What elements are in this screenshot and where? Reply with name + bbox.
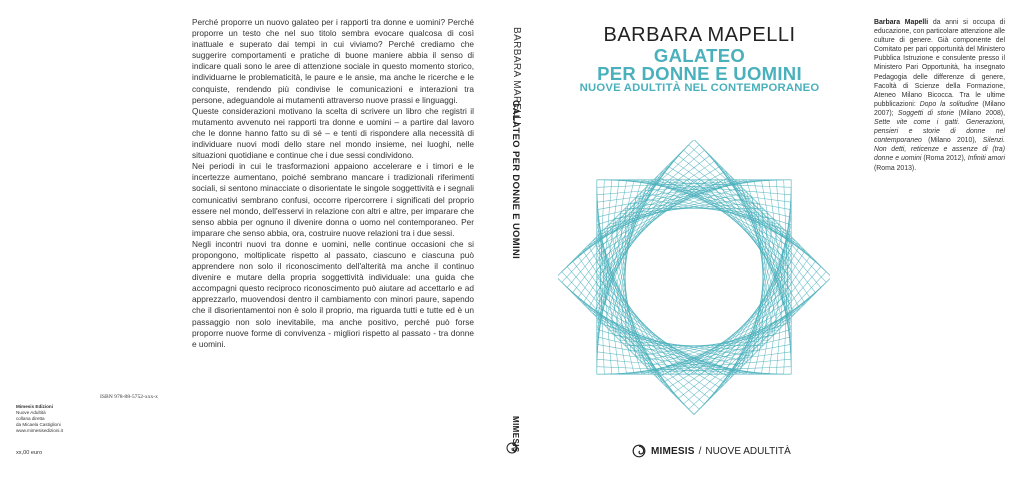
cover-title-line-1: GALATEO [653,45,746,66]
cover-brand [632,443,791,459]
blurb-paragraph: Negli incontri nuovi tra donne e uomini, nelle continue occasioni che si propongono, moltiplicate rispetto al passato, ciascuno e ciascuna può apprendere non solo il riconoscimento dell'alterità ma anche il continuo divenire e mutare della propria soggettività individuale: una guida che accompagni questo reciproco riconoscimento può aiutare ad accettarlo e ad apprezzarlo, muovendosi dentro il cambiamento con minori paure, sapendo che il disorientamentoi non è solo il proprio, ma riguarda tutti e tutte ed è un passaggio non solo inevitabile, ma anche positivo, perché può forse proporre nuove forme di convivenza - migliori rispetto al passato - tra donne e uomini. [192,238,474,349]
cover-title-line-2: PER DONNE E UOMINI [597,63,802,84]
cover-author: BARBARA MAPELLI [603,24,796,46]
bio-work-title: Dopo la solitudine [919,100,979,108]
bio-author-name: Barbara Mapelli [874,19,929,26]
back-cover-blurb [192,17,474,350]
cover-subtitle: NUOVE ADULTITÀ NEL CONTEMPORANEO [579,82,820,94]
bio-work-title: Silenzi. Non detti, reticenze e assenze di (tra) donne e uomini [874,137,1005,163]
publisher-imprint [16,404,63,434]
bio-work-title: Soggetti di storie [897,109,955,117]
isbn-label: ISBN 978-88-5752-xxx-x [100,394,158,400]
brand-separator: / [698,445,702,457]
publisher-name: Mimesis Edizioni [16,404,54,409]
blurb-paragraph: Queste considerazioni motivano la scelta di scrivere un libro che registri il mutamento avvenuto nei rapporti tra donne e uomini – a partire dal lavoro che le donne hanno fatto su di sé – e tenti di rispondere alla necessità di individuare nuovi modi dello stare nel mondo insieme, nei luoghi, nelle situazioni quotidiane e continue che i due sessi condividono. [192,105,474,161]
series-direction: collana diretta [16,416,45,421]
spine-title: GALATEO PER DONNE E UOMINI [511,100,522,260]
blurb-paragraph: Perché proporre un nuovo galateo per i rapporti tra donne e uomini? Perché proporre un testo che nel suo titolo sembra evocare qualcosa di così inattuale e superato dai tempi in cui viviamo? Perché crediamo che suggerire comportamenti e pratiche di buone maniere abbia il senso di indicare quali sono le aree di attenzione sociale in questo momento storico, individuarne le problematicità, le paure e le ansie, ma anche le ricerche e le conquiste, rendendo più condivise le comunicazioni e interazioni tra persone, adeguandole ai mutamenti attraverso nuove prassi e linguaggi. [192,17,474,105]
bio-text: da anni si occupa di educazione, con particolare attenzione alle culture di genere. Già componente del Comitato per pari opportunità del Ministero Pubblica Istruzione e consulente presso il Ministero Pari Opportunità, ha insegnato Pedagogia delle differenze di genere, Facoltà di Scienze della Formazione, Ateneo Milano Bicocca. Tra le ultime pubblicazioni: [874,19,1005,108]
series-director: da Micaela Castiglioni [16,422,61,427]
price-label: xx,00 euro [16,450,43,456]
bio-work-title: Infiniti amori [967,155,1005,163]
brand-name: MIMESIS [651,445,695,457]
mimesis-spiral-icon [506,442,518,454]
mimesis-spiral-icon [632,444,646,458]
publisher-website: www.mimesisedizioni.it [16,428,63,433]
bio-work-note: (Roma 2013). [874,164,917,172]
bio-work-title: Sette vite come i gatti. Generazioni, pensieri e storie di donne nel contemporaneo [874,119,1005,145]
bio-work-note: (Milano 2010), [921,137,983,145]
bio-work-note: (Roma 2012), [921,155,968,163]
series-name: Nuove Adultità [16,410,46,415]
blurb-paragraph: Nei periodi in cui le trasformazioni appaiono accelerare e i timori e le incertezze aumentano, poiché sembrano mancare i tradizionali riferimenti sociali, si sentono minacciate o disorientate le singole soggettività e i segnali comunicativi sembrano confusi, occorre ripercorrere i significati del proprio essere nel mondo, dell'esservi in relazione con altri e altre, per imparare che senso abbia per ognuno il divenire donna o uomo nel contemporaneo. Per imparare che senso abbia, ora, costruire nuove relazioni tra i due sessi. [192,161,474,238]
bio-work-note: (Milano 2007); [874,100,1005,117]
bio-work-note: (Milano 2008), [954,109,1006,117]
string-art-pattern [558,140,830,415]
spine-author: BARBARA MAPELLI [511,27,522,126]
series-name: NUOVE ADULTITÀ [705,445,791,457]
author-bio [874,18,1005,173]
spine-publisher: MIMESIS [511,416,520,453]
